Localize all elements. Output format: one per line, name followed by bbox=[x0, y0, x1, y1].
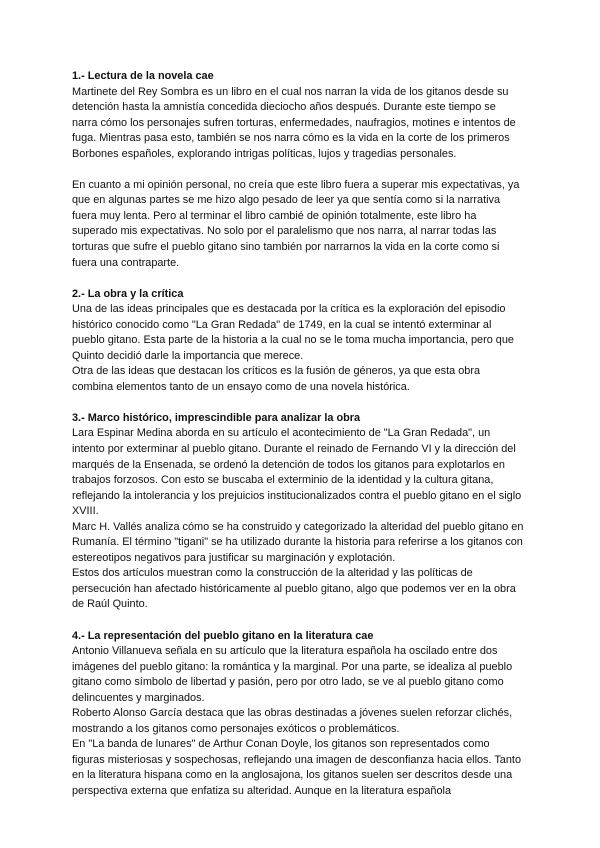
section-heading: 1.- Lectura de la novela cae bbox=[72, 70, 214, 82]
paragraph-gap bbox=[72, 162, 524, 178]
paragraph: Una de las ideas principales que es destacada por la crítica es la exploración del episodio histórico conocido como "La Gran Redada" de 1749, en la cual se intentó exterminar al pueblo gitano. Esta parte de la historia a la cual no se le toma mucha importancia, pero que Quinto decidió darle la importancia que merece. bbox=[72, 303, 514, 362]
paragraph: En "La banda de lunares" de Arthur Conan Doyle, los gitanos son representados como figuras misteriosas y sospechosas, reflejando una imagen de desconfianza hacia ellos. Tanto en la literatura hispana como en la anglosajona, los gitanos suelen ser descritos desde una perspectiva externa que enfatiza su alteridad. Aunque en la literatura española bbox=[72, 738, 521, 797]
paragraph: Roberto Alonso García destaca que las obras destinadas a jóvenes suelen reforzar clichés, mostrando a los gitanos como personajes exóticos o problemáticos. bbox=[72, 707, 513, 735]
paragraph: Antonio Villanueva señala en su artículo que la literatura española ha oscilado entre dos imágenes del pueblo gitano: la romántica y la marginal. Por una parte, se idealiza al pueblo gitano como símbolo de libertad y pasión, pero por otro lado, se ve al pueblo gitano como delincuentes y marginados. bbox=[72, 645, 513, 704]
section-2 bbox=[72, 287, 524, 396]
paragraph: Estos dos artículos muestran como la construcción de la alteridad y las políticas de persecución han afectado históricamente al pueblo gitano, algo que podemos ver en la obra de Raúl Quinto. bbox=[72, 567, 516, 611]
section-3 bbox=[72, 411, 524, 613]
section-1 bbox=[72, 69, 524, 271]
paragraph: Lara Espinar Medina aborda en su artículo el acontecimiento de "La Gran Redada", un intento por exterminar al pueblo gitano. Durante el reinado de Fernando VI y la dirección del marqués de la Ensenada, se ordenó la detención de todos los gitanos para explotarlos en trabajos forzosos. Con esto se buscaba el exterminio de la identidad y la cultura gitana, reflejando la intolerancia y los prejuicios institucionalizados contra el pueblo gitano en el siglo XVIII. bbox=[72, 427, 522, 518]
paragraph: Otra de las ideas que destacan los críticos es la fusión de géneros, ya que esta obra combina elementos tanto de un ensayo como de una novela histórica. bbox=[72, 365, 481, 393]
document-page bbox=[72, 69, 524, 815]
section-heading: 3.- Marco histórico, imprescindible para analizar la obra bbox=[72, 411, 361, 424]
section-heading: 4.- La representación del pueblo gitano en la literatura cae bbox=[72, 629, 374, 642]
paragraph: Martinete del Rey Sombra es un libro en el cual nos narran la vida de los gitanos desde su detención hasta la amnistía concedida dieciocho años después. Durante este tiempo se narra cómo los personajes sufren torturas, enfermedades, naufragios, motines e intentos de fuga. Mientras pasa esto, también se nos narra cómo es la vida en la corte de los primeros Borbones españoles, explorando intrigas políticas, lujos y tragedias personales. bbox=[72, 85, 516, 160]
section-heading: 2.- La obra y la crítica bbox=[72, 287, 184, 300]
paragraph: Marc H. Vallés analiza cómo se ha construido y categorizado la alteridad del pueblo gitano en Rumanía. El término "tigani" se ha utilizado durante la historia para referirse a los gitanos con estereotipos negativos para justificar su marginación y explotación. bbox=[72, 520, 524, 564]
paragraph: En cuanto a mi opinión personal, no creía que este libro fuera a superar mis expectativas, ya que en algunas partes se me hizo algo pesado de leer ya que sentía como si la narrativa fuera muy lenta. Pero al terminar el libro cambié de opinión totalmente, este libro ha superado mis expectativas. No solo por el paralelismo que nos narra, al narrar todas las torturas que sufre el pueblo gitano sino también por narrarnos la vida en la corte como si fuera una contraparte. bbox=[72, 178, 520, 269]
section-4 bbox=[72, 629, 524, 800]
